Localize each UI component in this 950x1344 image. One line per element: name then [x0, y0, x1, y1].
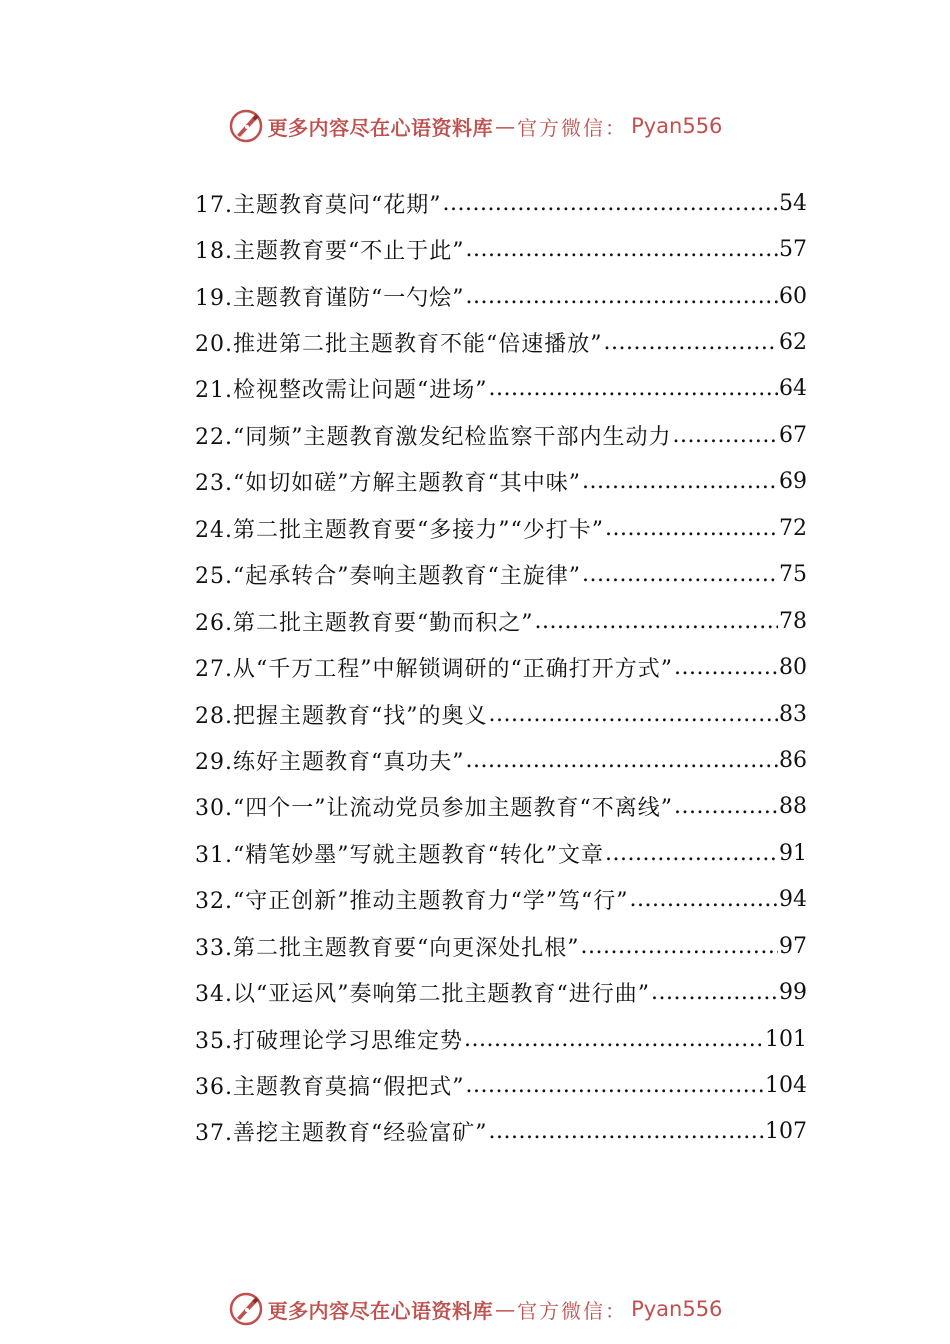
toc-entry-page-number: 78: [779, 608, 807, 634]
banner-wechat-label: 官方微信：: [517, 1298, 628, 1323]
toc-entry-page-number: 69: [779, 469, 807, 495]
toc-entry[interactable]: [195, 1109, 807, 1155]
banner-separator: —: [495, 1297, 516, 1321]
toc-dot-leader: [674, 655, 778, 680]
toc-entry-title: 37.善挖主题教育“经验富矿”: [195, 1121, 488, 1147]
banner-wechat-label: 官方微信：: [517, 115, 628, 140]
toc-dot-leader: [465, 284, 778, 309]
toc-entry-title: 26.第二批主题教育要“勤而积之”: [195, 610, 534, 636]
toc-entry-page-number: 57: [779, 237, 807, 263]
toc-dot-leader: [488, 702, 778, 727]
banner-wechat-id: Pyan556: [631, 1297, 723, 1321]
toc-entry[interactable]: [195, 877, 807, 923]
toc-dot-leader: [464, 1027, 764, 1052]
toc-entry[interactable]: [195, 598, 807, 644]
toc-entry-title: 19.主题教育谨防“一勺烩”: [195, 285, 465, 311]
toc-dot-leader: [674, 794, 778, 819]
banner-main-text: 更多内容尽在心语资料库: [267, 1298, 494, 1323]
toc-entry-page-number: 86: [779, 747, 807, 773]
toc-entry-page-number: 83: [779, 701, 807, 727]
toc-entry-title: 28.把握主题教育“找”的奥义: [195, 703, 488, 729]
toc-dot-leader: [465, 1073, 764, 1098]
toc-dot-leader: [465, 237, 778, 262]
toc-entry[interactable]: [195, 552, 807, 598]
toc-dot-leader: [651, 980, 778, 1005]
toc-entry-page-number: 72: [779, 515, 807, 541]
toc-entry-page-number: 80: [779, 655, 807, 681]
toc-entry-page-number: 64: [779, 376, 807, 402]
toc-entry[interactable]: [195, 226, 807, 272]
toc-entry-page-number: 104: [765, 1073, 807, 1099]
toc-entry-title: 21.检视整改需让问题“进场”: [195, 378, 488, 404]
toc-entry[interactable]: [195, 1062, 807, 1108]
toc-dot-leader: [605, 516, 778, 541]
toc-entry[interactable]: [195, 505, 807, 551]
toc-entry-title: 17.主题教育莫问“花期”: [195, 192, 442, 218]
banner-main-text: 更多内容尽在心语资料库: [267, 115, 494, 140]
toc-dot-leader: [488, 376, 778, 401]
banner-wechat-id: Pyan556: [631, 114, 723, 138]
toc-dot-leader: [582, 469, 778, 494]
toc-entry-title: 20.推进第二批主题教育不能“倍速播放”: [195, 332, 603, 358]
toc-entry-title: 27.从“千万工程”中解锁调研的“正确打开方式”: [195, 657, 673, 683]
toc-entry-title: 24.第二批主题教育要“多接力”“少打卡”: [195, 517, 604, 543]
toc-entry[interactable]: [195, 319, 807, 365]
toc-entry[interactable]: [195, 412, 807, 458]
pen-logo-icon: [228, 108, 264, 144]
banner-separator: —: [495, 114, 516, 138]
table-of-contents: [195, 180, 807, 1155]
toc-dot-leader: [442, 191, 778, 216]
footer-banner: [0, 1289, 950, 1329]
toc-entry-title: 22.“同频”主题教育激发纪检监察干部内生动力: [195, 424, 672, 450]
toc-dot-leader: [488, 1119, 764, 1144]
toc-entry-title: 23.“如切如磋”方解主题教育“其中味”: [195, 471, 581, 497]
toc-entry[interactable]: [195, 1016, 807, 1062]
toc-entry-page-number: 97: [779, 933, 807, 959]
toc-entry-page-number: 54: [779, 190, 807, 216]
header-banner: [0, 106, 950, 146]
toc-entry-page-number: 94: [779, 887, 807, 913]
toc-entry-title: 30.“四个一”让流动党员参加主题教育“不离线”: [195, 796, 673, 822]
toc-dot-leader: [534, 609, 778, 634]
toc-dot-leader: [603, 330, 778, 355]
toc-entry-page-number: 67: [779, 422, 807, 448]
toc-entry-page-number: 88: [779, 794, 807, 820]
toc-entry-title: 25.“起承转合”奏响主题教育“主旋律”: [195, 564, 581, 590]
toc-dot-leader: [672, 423, 778, 448]
toc-entry[interactable]: [195, 784, 807, 830]
toc-dot-leader: [465, 748, 778, 773]
toc-entry-page-number: 99: [779, 980, 807, 1006]
toc-entry[interactable]: [195, 273, 807, 319]
toc-entry-title: 33.第二批主题教育要“向更深处扎根”: [195, 935, 580, 961]
toc-entry[interactable]: [195, 459, 807, 505]
toc-entry-title: 32.“守正创新”推动主题教育力“学”笃“行”: [195, 889, 629, 915]
toc-entry[interactable]: [195, 969, 807, 1015]
toc-entry-page-number: 60: [779, 283, 807, 309]
toc-entry[interactable]: [195, 180, 807, 226]
toc-entry-page-number: 107: [765, 1119, 807, 1145]
toc-entry-title: 31.“精笔妙墨”写就主题教育“转化”文章: [195, 842, 604, 868]
toc-entry-page-number: 75: [779, 562, 807, 588]
toc-entry-title: 18.主题教育要“不止于此”: [195, 239, 465, 265]
toc-entry[interactable]: [195, 366, 807, 412]
toc-entry-title: 29.练好主题教育“真功夫”: [195, 749, 465, 775]
toc-entry[interactable]: [195, 691, 807, 737]
toc-dot-leader: [629, 887, 778, 912]
toc-entry-page-number: 101: [765, 1026, 807, 1052]
toc-entry-title: 36.主题教育莫搞“假把式”: [195, 1075, 465, 1101]
toc-entry-title: 35.打破理论学习思维定势: [195, 1028, 463, 1054]
toc-entry[interactable]: [195, 737, 807, 783]
toc-dot-leader: [582, 562, 778, 587]
toc-entry-page-number: 91: [779, 840, 807, 866]
toc-entry-title: 34.以“亚运风”奏响第二批主题教育“进行曲”: [195, 982, 650, 1008]
toc-dot-leader: [580, 934, 778, 959]
toc-entry[interactable]: [195, 923, 807, 969]
toc-entry-page-number: 62: [779, 330, 807, 356]
toc-entry[interactable]: [195, 830, 807, 876]
toc-entry[interactable]: [195, 644, 807, 690]
pen-logo-icon: [228, 1291, 264, 1327]
toc-dot-leader: [605, 841, 778, 866]
